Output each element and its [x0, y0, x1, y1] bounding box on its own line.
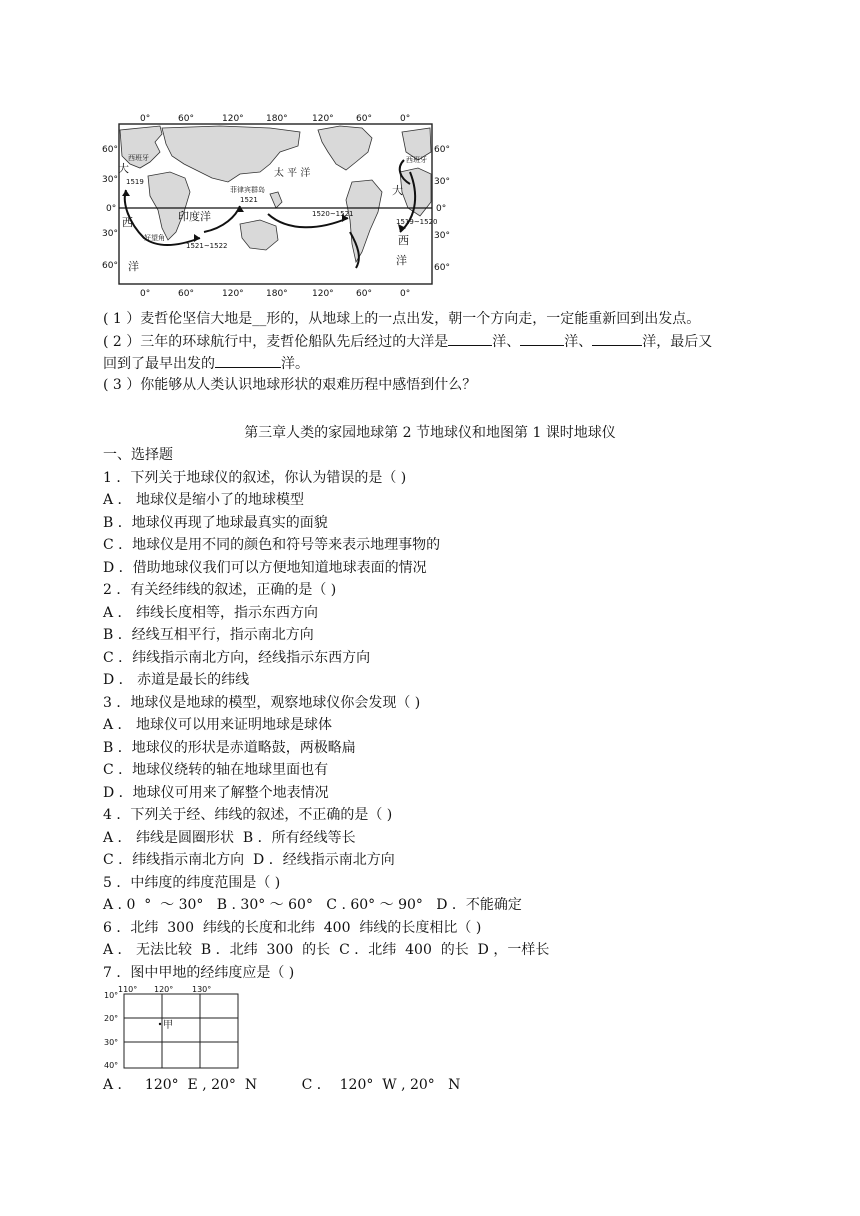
question-item: 6 ．北纬 300 纬线的长度和北纬 400 纬线的长度相比（ ) [103, 920, 482, 936]
map-left-label: 0° [106, 204, 117, 214]
question-3-line: ( 3 ）你能够从人类认识地球形状的艰难历程中感悟到什么？ [103, 377, 477, 393]
question-7-options: A ． 120° E , 20° N C ． 120° W , 20° N [103, 1077, 461, 1093]
philippines-label: 菲律宾群岛 [230, 186, 265, 194]
map-top-label: 120° [312, 114, 334, 124]
map-left-label: 60° [102, 145, 118, 155]
grid-figure [100, 984, 245, 1072]
year-label: 1519~1520 [396, 218, 438, 226]
option-item: D ．借助地球仪我们可以方便地知道地球表面的情况 [103, 560, 427, 576]
map-right-label: 60° [434, 263, 450, 273]
map-bottom-label: 120° [312, 289, 334, 299]
question-1-line: ( 1 ）麦哲伦坚信大地是__形的，从地球上的一点出发，朝一个方向走，一定能重新回到出发点。 [103, 311, 701, 327]
magellan-route-map [100, 112, 456, 300]
indian-ocean-label: 印度洋 [178, 210, 211, 223]
question-item: 3 ．地球仪是地球的模型，观察地球仪你会发现（ ) [103, 695, 421, 711]
atlantic-da-left: 大 [118, 162, 129, 175]
map-top-label: 0° [140, 114, 151, 124]
year-label: 1521~1522 [186, 242, 228, 250]
option-item: A ． 无法比较 B ．北纬 300 的长 C ．北纬 400 的长 D ，一样长 [103, 942, 550, 958]
map-right-label: 30° [434, 177, 450, 187]
grid-point-jia: 甲 [163, 1020, 173, 1031]
grid-latitude-label: 20° [104, 1014, 119, 1023]
option-item: A ． 纬线长度相等，指示东西方向 [103, 605, 319, 621]
map-top-label: 120° [222, 114, 244, 124]
map-right-label: 60° [434, 145, 450, 155]
grid-longitude-label: 110° [118, 985, 138, 994]
atlantic-xi-left: 西 [122, 216, 133, 229]
option-item: C ．纬线指示南北方向 D ．经线指示南北方向 [103, 852, 395, 868]
option-item: B ．经线互相平行，指示南北方向 [103, 627, 314, 643]
map-bottom-label: 120° [222, 289, 244, 299]
option-item: B ．地球仪的形状是赤道略鼓，两极略扁 [103, 740, 356, 756]
answer-blank-1[interactable] [448, 331, 492, 346]
answer-blank-4[interactable] [215, 353, 281, 368]
option-item: C ．地球仪是用不同的颜色和符号等来表示地理事物的 [103, 537, 441, 553]
atlantic-da-right: 大 [392, 184, 403, 197]
map-top-label: 60° [356, 114, 372, 124]
answer-blank-2[interactable] [520, 331, 564, 346]
year-label: 1520~1521 [312, 210, 354, 218]
option-item: D ．地球仪可用来了解整个地表情况 [103, 785, 329, 801]
question-2-line: ( 2 ）三年的环球航行中，麦哲伦船队先后经过的大洋是 洋、 洋、 洋，最后又 [103, 331, 712, 352]
option-item: A . 0 ° ～ 30° B . 30° ～ 60° C . 60° ～ 90° D ．不能确定 [103, 897, 522, 913]
spain-label-left: 西班牙 [128, 154, 149, 162]
option-item: C ．地球仪绕转的轴在地球里面也有 [103, 762, 329, 778]
map-bottom-label: 60° [356, 289, 372, 299]
cape-label: 好望角 [144, 234, 165, 242]
year-label: 1521 [240, 196, 258, 204]
map-left-label: 60° [102, 261, 118, 271]
option-item: A ． 地球仪可以用来证明地球是球体 [103, 717, 333, 733]
map-left-label: 30° [102, 175, 118, 185]
question-item: 5 ．中纬度的纬度范围是（ ) [103, 875, 281, 891]
map-top-label: 0° [400, 114, 411, 124]
grid-latitude-label: 30° [104, 1038, 119, 1047]
map-bottom-label: 0° [140, 289, 151, 299]
map-bottom-label: 180° [266, 289, 288, 299]
map-bottom-label: 0° [400, 289, 411, 299]
pacific-ocean-label: 太 平 洋 [274, 168, 311, 179]
question-item: 2 ．有关经纬线的叙述，正确的是（ ) [103, 582, 337, 598]
map-bottom-label: 60° [178, 289, 194, 299]
option-item: D ． 赤道是最长的纬线 [103, 672, 250, 688]
option-item: C ．纬线指示南北方向，经线指示东西方向 [103, 650, 371, 666]
atlantic-yang-left: 洋 [128, 260, 139, 273]
atlantic-yang-right: 洋 [396, 254, 407, 267]
question-item: 4 ．下列关于经、纬线的叙述，不正确的是（ ) [103, 807, 393, 823]
option-item: A ． 纬线是圆圈形状 B ．所有经线等长 [103, 830, 356, 846]
option-item: B ．地球仪再现了地球最真实的面貌 [103, 515, 328, 531]
grid-latitude-label: 10° [104, 991, 119, 1000]
grid-longitude-label: 120° [154, 985, 174, 994]
map-right-label: 30° [434, 231, 450, 241]
map-top-label: 180° [266, 114, 288, 124]
question-item: 1 ．下列关于地球仪的叙述，你认为错误的是（ ) [103, 470, 407, 486]
latitude-longitude-grid [100, 984, 245, 1072]
answer-blank-3[interactable] [592, 331, 642, 346]
question-item: 7 ．图中甲地的经纬度应是（ ) [103, 965, 295, 981]
atlantic-xi-right: 西 [398, 234, 409, 247]
question-2-line-2: 回到了最早出发的 洋。 [103, 353, 309, 374]
map-top-label: 60° [178, 114, 194, 124]
option-item: A ． 地球仪是缩小了的地球模型 [103, 492, 305, 508]
spain-label-right: 西班牙 [406, 156, 427, 164]
map-right-label: 0° [436, 204, 447, 214]
map-left-label: 30° [102, 229, 118, 239]
grid-longitude-label: 130° [192, 985, 212, 994]
grid-latitude-label: 40° [104, 1061, 119, 1070]
year-label: 1519 [126, 178, 144, 186]
chapter-title: 第三章人类的家园地球第 2 节地球仪和地图第 1 课时地球仪 [244, 425, 616, 441]
world-map-figure [100, 112, 456, 300]
section-heading: 一、选择题 [103, 447, 173, 463]
